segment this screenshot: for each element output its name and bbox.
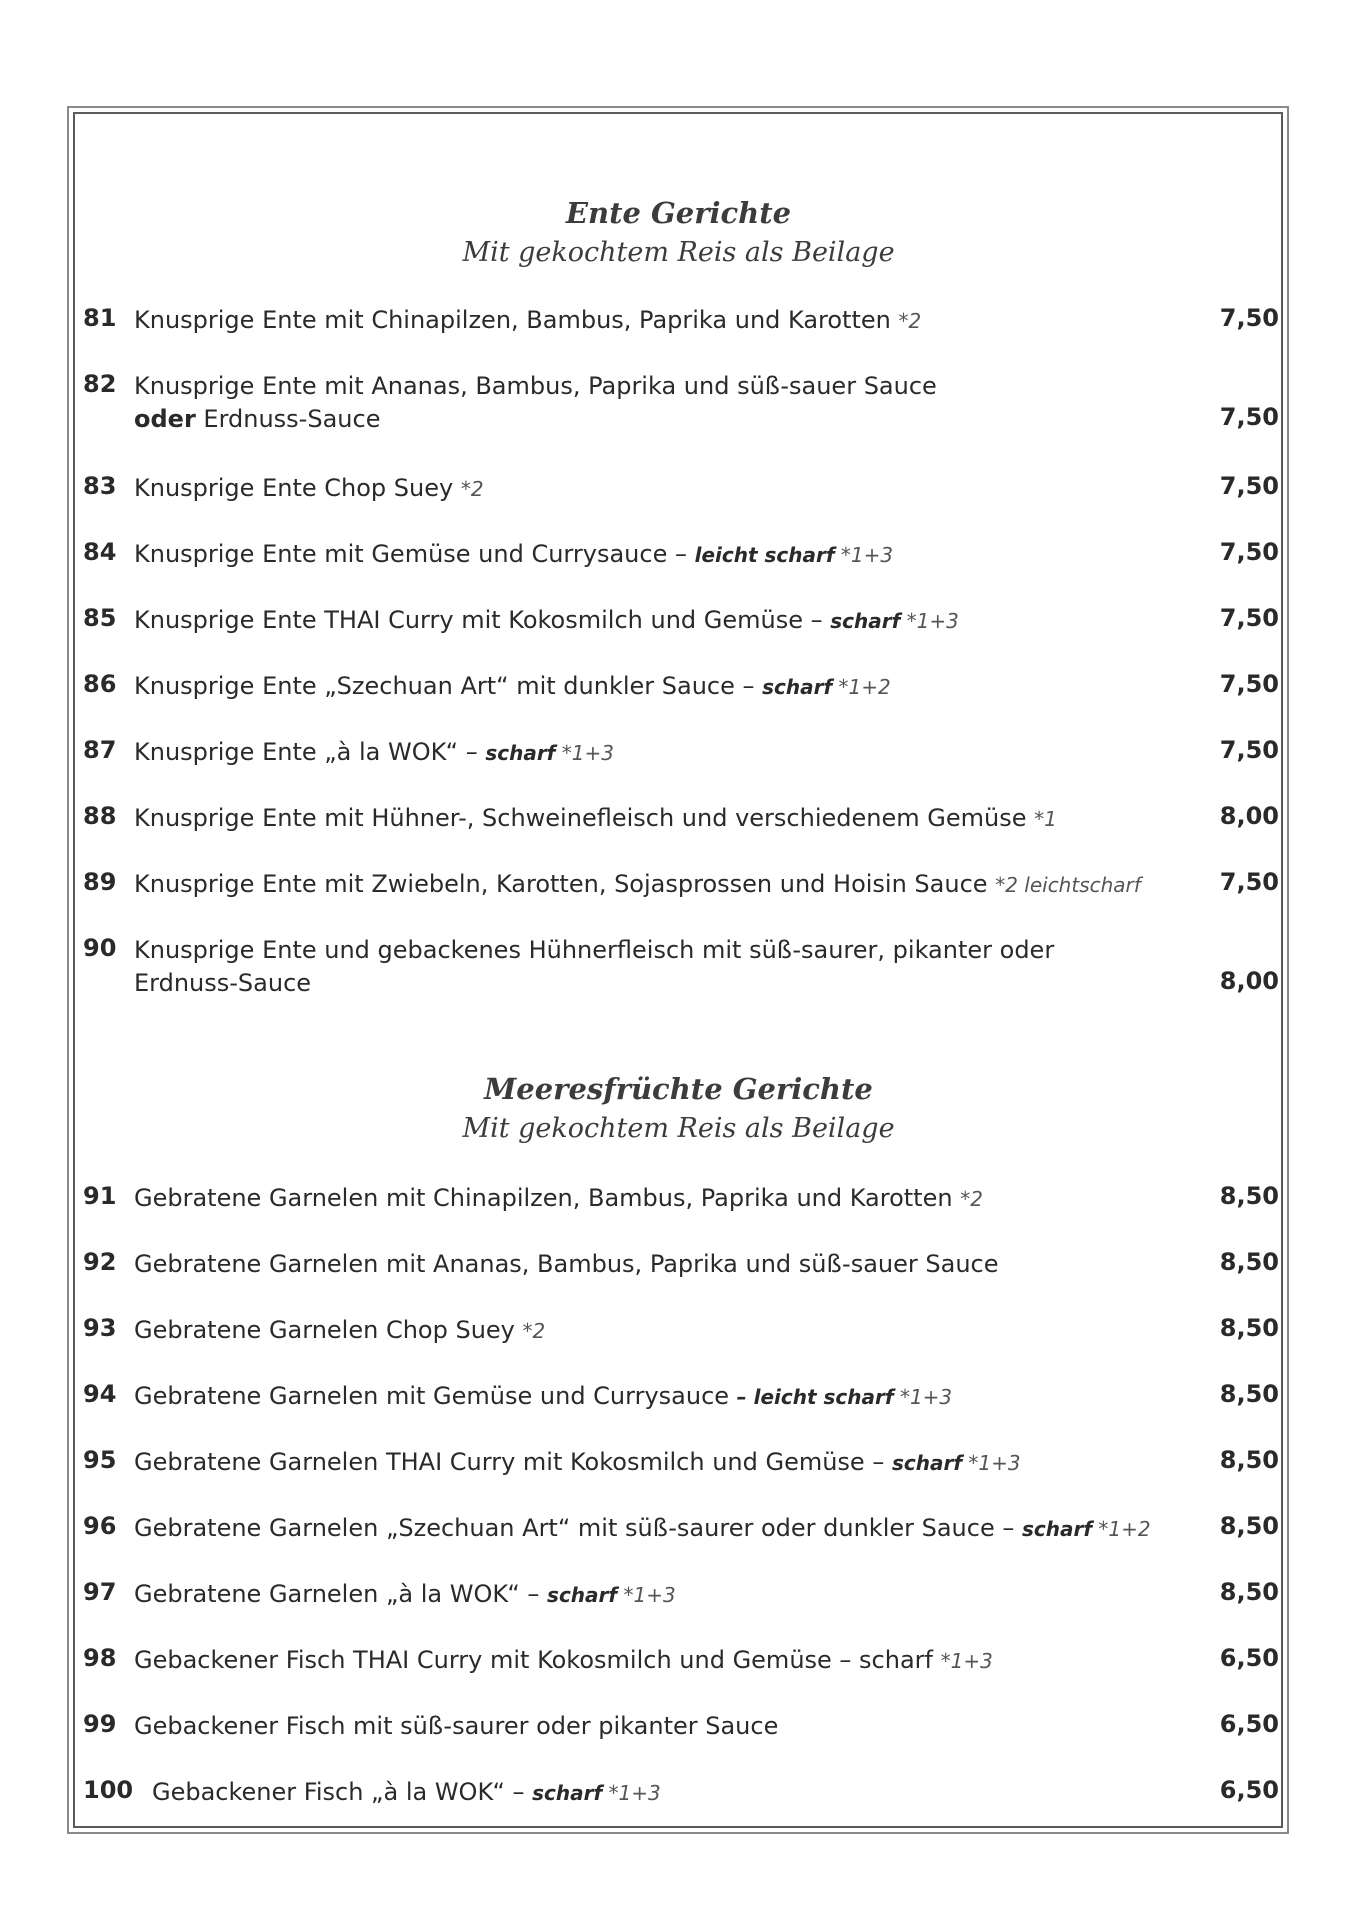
item-text: Gebratene Garnelen THAI Curry mit Kokosmilch und Gemüse – <box>134 1448 892 1476</box>
item-text: Knusprige Ente mit Zwiebeln, Karotten, Sojasprossen und Hoisin Sauce <box>134 870 996 898</box>
item-number: 84 <box>83 538 117 566</box>
item-text: Gebratene Garnelen mit Ananas, Bambus, Paprika und süß-sauer Sauce <box>134 1250 999 1278</box>
item-price: 8,50 <box>1219 1248 1279 1276</box>
item-text-continued: Erdnuss-Sauce <box>134 969 312 997</box>
item-number: 98 <box>83 1644 117 1672</box>
item-price: 8,50 <box>1219 1314 1279 1342</box>
alternative-label: oder <box>134 405 196 433</box>
spicy-label: scharf <box>830 609 901 633</box>
item-description <box>134 670 1194 704</box>
item-number: 87 <box>83 736 117 764</box>
section-title: Meeresfrüchte Gerichte <box>484 1072 873 1106</box>
item-number: 100 <box>83 1776 134 1804</box>
menu-item <box>0 1776 1357 1806</box>
item-text: Knusprige Ente THAI Curry mit Kokosmilch und Gemüse – <box>134 606 831 634</box>
additive-note: *1+3 <box>940 1649 993 1673</box>
section-subtitle: Mit gekochtem Reis als Beilage <box>462 1113 895 1144</box>
additive-note: *1+2 <box>832 675 891 699</box>
item-description <box>134 304 1194 338</box>
item-number: 90 <box>83 934 117 962</box>
additive-note: *1+3 <box>834 543 894 567</box>
additive-note: *1+3 <box>900 609 959 633</box>
item-text: Gebratene Garnelen mit Gemüse und Currysauce <box>134 1382 737 1410</box>
item-number: 85 <box>83 604 117 632</box>
menu-item <box>0 472 1357 502</box>
additive-note: *1+3 <box>893 1385 953 1409</box>
item-text: Knusprige Ente und gebackenes Hühnerfleisch mit süß-saurer, pikanter oder <box>134 936 1055 964</box>
item-description <box>134 1446 1194 1480</box>
menu-item <box>0 1380 1357 1410</box>
item-description <box>134 1182 1194 1216</box>
item-description <box>134 538 1194 572</box>
menu-item <box>0 304 1357 334</box>
item-description <box>134 1512 1194 1546</box>
item-number: 95 <box>83 1446 117 1474</box>
additive-note: *1+3 <box>617 1583 676 1607</box>
item-description <box>134 736 1194 770</box>
item-description <box>134 472 1194 506</box>
item-number: 99 <box>83 1710 117 1738</box>
item-description <box>134 604 1194 638</box>
menu-item <box>0 604 1357 634</box>
item-number: 83 <box>83 472 117 500</box>
item-price: 8,50 <box>1219 1182 1279 1210</box>
spicy-label: scharf <box>1022 1517 1093 1541</box>
item-text: Knusprige Ente „à la WOK“ – <box>134 738 486 766</box>
item-number: 94 <box>83 1380 117 1408</box>
item-price: 7,50 <box>1219 868 1279 896</box>
item-text: Knusprige Ente mit Chinapilzen, Bambus, Paprika und Karotten <box>134 306 899 334</box>
item-text: Knusprige Ente mit Ananas, Bambus, Paprika und süß-sauer Sauce <box>134 372 937 400</box>
menu-item <box>0 1710 1357 1740</box>
additive-note: *1+3 <box>962 1451 1021 1475</box>
item-price: 6,50 <box>1219 1776 1279 1804</box>
item-price: 7,50 <box>1219 538 1279 566</box>
item-text-line2 <box>134 967 1194 1000</box>
additive-note: *2 <box>960 1187 983 1211</box>
item-price: 6,50 <box>1219 1644 1279 1672</box>
item-text: Knusprige Ente „Szechuan Art“ mit dunkler Sauce – <box>134 672 763 700</box>
additive-note: *1+2 <box>1092 1517 1151 1541</box>
menu-item <box>0 802 1357 832</box>
item-price: 7,50 <box>1219 304 1279 332</box>
item-text: Knusprige Ente Chop Suey <box>134 474 461 502</box>
spicy-label: scharf <box>891 1451 963 1475</box>
item-description <box>134 1248 1194 1281</box>
item-text: Gebratene Garnelen mit Chinapilzen, Bambus, Paprika und Karotten <box>134 1184 961 1212</box>
menu-item <box>0 370 1357 433</box>
additive-note: *2 leichtscharf <box>995 873 1141 897</box>
item-number: 82 <box>83 370 117 398</box>
item-number: 88 <box>83 802 117 830</box>
item-price: 7,50 <box>1219 670 1279 698</box>
spicy-label: scharf <box>762 675 833 699</box>
item-price: 6,50 <box>1219 1710 1279 1738</box>
item-text: Gebratene Garnelen „à la WOK“ – <box>134 1580 548 1608</box>
item-description <box>134 802 1194 836</box>
item-price: 7,50 <box>1219 604 1279 632</box>
menu-item <box>0 1644 1357 1674</box>
item-number: 81 <box>83 304 117 332</box>
item-description <box>134 1314 1194 1348</box>
menu-item <box>0 934 1357 997</box>
item-number: 97 <box>83 1578 117 1606</box>
item-number: 92 <box>83 1248 117 1276</box>
spicy-label: scharf <box>532 1781 603 1805</box>
item-description <box>134 1710 1194 1743</box>
item-text: Gebratene Garnelen „Szechuan Art“ mit süß-saurer oder dunkler Sauce – <box>134 1514 1022 1542</box>
item-text-line2 <box>134 403 1194 436</box>
menu-item <box>0 1182 1357 1212</box>
item-description <box>134 370 1194 436</box>
menu-item <box>0 1314 1357 1344</box>
additive-note: *2 <box>898 309 922 333</box>
item-text: Gebratene Garnelen Chop Suey <box>134 1316 523 1344</box>
item-description <box>152 1776 1212 1810</box>
spicy-label: scharf <box>547 1583 618 1607</box>
menu-item <box>0 1446 1357 1476</box>
menu-item <box>0 670 1357 700</box>
spicy-label: – leicht scharf <box>736 1385 894 1409</box>
item-price: 8,50 <box>1219 1446 1279 1474</box>
item-text: Gebackener Fisch THAI Curry mit Kokosmilch und Gemüse – scharf <box>134 1646 941 1674</box>
item-price: 7,50 <box>1219 472 1279 500</box>
item-price: 8,50 <box>1219 1380 1279 1408</box>
item-text-continued: Erdnuss-Sauce <box>195 405 381 433</box>
menu-item <box>0 868 1357 898</box>
item-price: 8,50 <box>1219 1512 1279 1540</box>
item-price: 7,50 <box>1219 736 1279 764</box>
item-text: Gebackener Fisch „à la WOK“ – <box>152 1778 533 1806</box>
item-number: 86 <box>83 670 117 698</box>
menu-item <box>0 1512 1357 1542</box>
item-price: 8,00 <box>1219 802 1279 830</box>
menu-item <box>0 538 1357 568</box>
item-description <box>134 934 1194 1000</box>
menu-item <box>0 1578 1357 1608</box>
item-text: Knusprige Ente mit Gemüse und Currysauce – <box>134 540 695 568</box>
item-description <box>134 1644 1194 1678</box>
spicy-label: scharf <box>485 741 556 765</box>
additive-note: *1 <box>1034 807 1057 831</box>
item-number: 91 <box>83 1182 117 1210</box>
additive-note: *2 <box>460 477 484 501</box>
menu-item <box>0 736 1357 766</box>
item-price: 8,50 <box>1219 1578 1279 1606</box>
item-number: 89 <box>83 868 117 896</box>
additive-note: *1+3 <box>555 741 614 765</box>
spicy-label: leicht scharf <box>694 543 835 567</box>
section-title: Ente Gerichte <box>565 196 792 230</box>
item-number: 96 <box>83 1512 117 1540</box>
item-description <box>134 868 1194 902</box>
item-description <box>134 1578 1194 1612</box>
menu-item <box>0 1248 1357 1278</box>
section-subtitle: Mit gekochtem Reis als Beilage <box>462 237 895 268</box>
item-price: 8,00 <box>1219 967 1279 995</box>
additive-note: *2 <box>522 1319 546 1343</box>
additive-note: *1+3 <box>602 1781 661 1805</box>
item-text: Gebackener Fisch mit süß-saurer oder pikanter Sauce <box>134 1712 779 1740</box>
item-description <box>134 1380 1194 1414</box>
item-text: Knusprige Ente mit Hühner-, Schweinefleisch und verschiedenem Gemüse <box>134 804 1035 832</box>
item-price: 7,50 <box>1219 403 1279 431</box>
item-number: 93 <box>83 1314 117 1342</box>
